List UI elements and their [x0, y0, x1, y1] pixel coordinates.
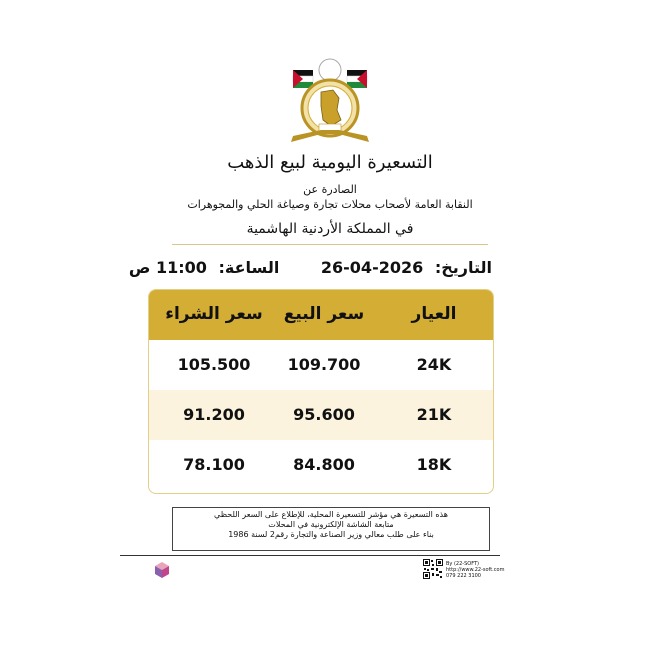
- table-row: [149, 440, 493, 490]
- table-header: [149, 290, 493, 340]
- karat-cell: 24K: [416, 355, 452, 374]
- sell-price-cell: 84.800: [293, 455, 355, 474]
- credit-phone: 079 222 3100: [446, 573, 481, 579]
- page-title: التسعيرة اليومية لبيع الذهب: [227, 152, 433, 173]
- karat-cell: 18K: [416, 455, 452, 474]
- footer-credit: [446, 561, 504, 579]
- time-label: الساعة:: [218, 258, 280, 277]
- header-buy-price: سعر الشراء: [165, 304, 263, 324]
- country-name: في المملكة الأردنية الهاشمية: [246, 221, 414, 237]
- syndicate-emblem-logo: [287, 50, 373, 148]
- credit-url[interactable]: http://www.22-soft.com: [446, 567, 505, 573]
- syndicate-name: النقابة العامة لأصحاب محلات تجارة وصياغة الحلي والمجوهرات: [187, 198, 473, 211]
- header-karat: العيار: [411, 304, 457, 324]
- date-label: التاريخ:: [434, 258, 492, 277]
- header-sell-price: سعر البيع: [283, 304, 365, 324]
- header-divider: [172, 244, 488, 245]
- disclaimer-note: [172, 507, 490, 551]
- note-line: بناء على طلب معالي وزير الصناعة والتجارة رقم2 لسنة 1986: [228, 530, 434, 539]
- time-value: 11:00 ص: [128, 258, 207, 277]
- sell-price-cell: 95.600: [293, 405, 355, 424]
- table-row: [149, 340, 493, 390]
- note-line: هذه التسعيرة هي مؤشر للتسعيرة المحلية، للإطلاع على السعر اللحظي: [214, 510, 448, 519]
- gold-price-table: [148, 289, 494, 494]
- date-time-line: [128, 258, 492, 280]
- qr-code-icon[interactable]: [423, 559, 443, 579]
- table-row: [149, 390, 493, 440]
- date-value: 26-04-2026: [320, 258, 424, 277]
- buy-price-cell: 78.100: [183, 455, 245, 474]
- footer-divider: [120, 555, 500, 556]
- cube-logo-icon: [153, 561, 171, 579]
- buy-price-cell: 91.200: [183, 405, 245, 424]
- cube-logo-label: [149, 580, 175, 585]
- sell-price-cell: 109.700: [287, 355, 361, 374]
- credit-text: By (22-SOFT): [446, 561, 479, 567]
- buy-price-cell: 105.500: [177, 355, 251, 374]
- note-line: متابعة الشاشة الإلكترونية في المحلات: [268, 520, 394, 529]
- issued-by-text: الصادرة عن: [303, 183, 357, 196]
- karat-cell: 21K: [416, 405, 452, 424]
